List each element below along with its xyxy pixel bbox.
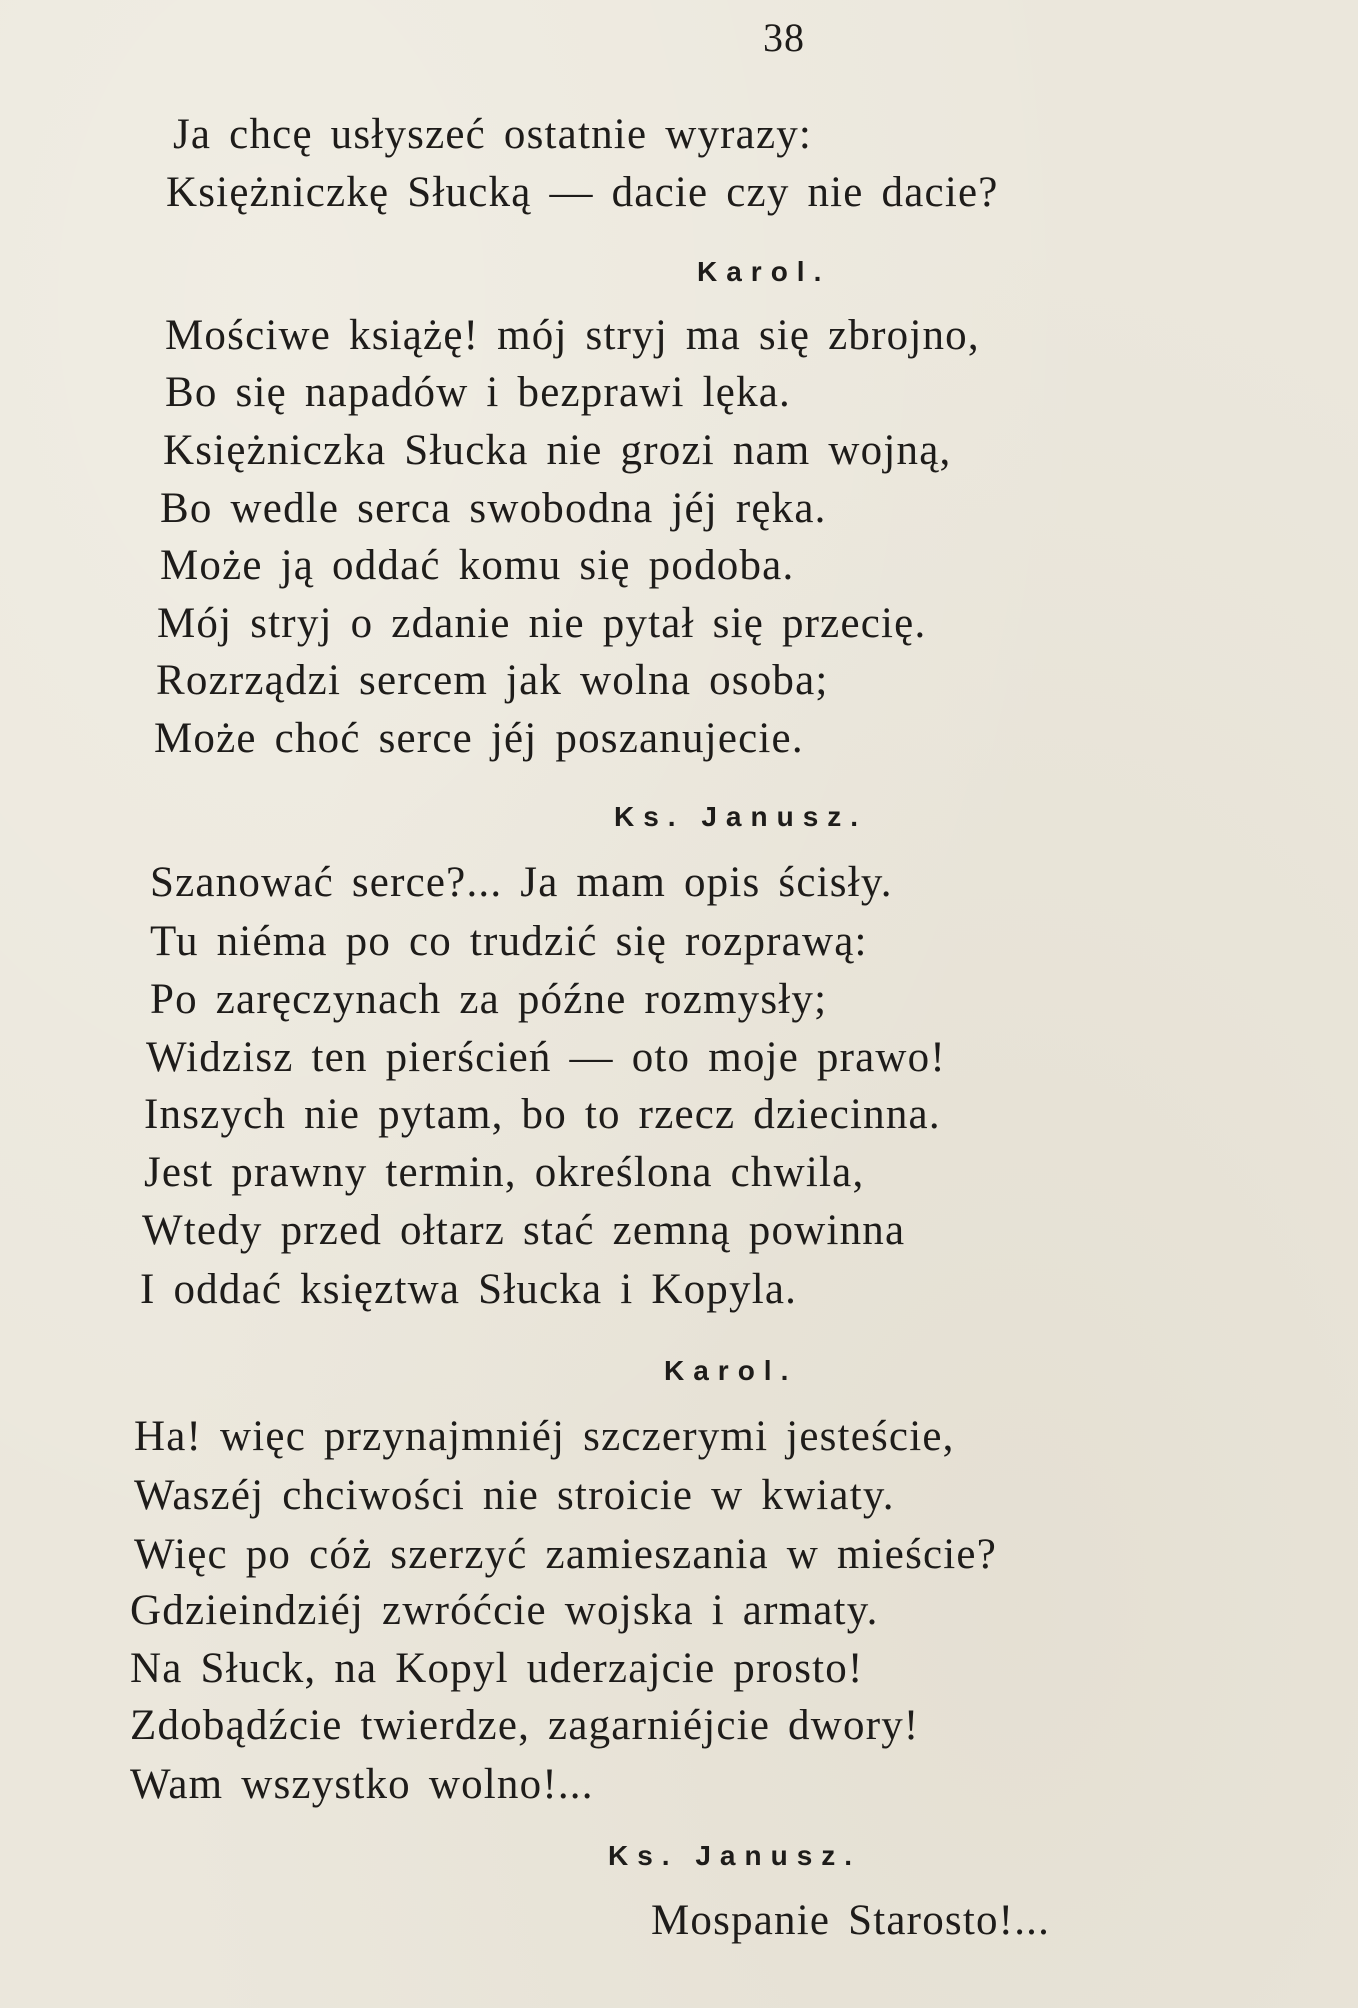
verse-line: Bo wedle serca swobodna jéj ręka. (160, 485, 827, 532)
verse-line: Jest prawny termin, określona chwila, (144, 1149, 865, 1196)
verse-line: Inszych nie pytam, bo to rzecz dziecinna. (144, 1091, 941, 1138)
verse-line: I oddać księztwa Słucka i Kopyla. (140, 1266, 798, 1313)
verse-line: Mój stryj o zdanie nie pytał się przecię. (157, 600, 927, 647)
verse-line: Gdzieindziéj zwróćcie wojska i armaty. (130, 1587, 879, 1634)
verse-line: Wtedy przed ołtarz stać zemną powinna (142, 1207, 906, 1254)
verse-line: Wam wszystko wolno!... (130, 1761, 594, 1808)
speaker-name: Ks. Janusz. (608, 1840, 862, 1871)
verse-line: Tu niéma po co trudzić się rozprawą: (150, 918, 868, 965)
verse-line: Mościwe książę! mój stryj ma się zbrojno, (165, 312, 980, 359)
verse-line: Na Słuck, na Kopyl uderzajcie prosto! (130, 1645, 864, 1692)
speaker-name: Karol. (664, 1355, 798, 1386)
verse-line: Waszéj chciwości nie stroicie w kwiaty. (134, 1472, 895, 1519)
verse-line: Ha! więc przynajmniéj szczerymi jesteście, (134, 1413, 955, 1460)
verse-line: Może choć serce jéj poszanujecie. (154, 715, 804, 762)
verse-line: Widzisz ten pierścień — oto moje prawo! (146, 1034, 946, 1081)
verse-line: Księżniczkę Słucką — dacie czy nie dacie? (166, 169, 999, 216)
verse-line: Więc po cóż szerzyć zamieszania w mieście? (134, 1531, 998, 1578)
page-number: 38 (763, 15, 805, 60)
verse-line: Może ją oddać komu się podoba. (160, 542, 795, 589)
verse-line: Ja chcę usłyszeć ostatnie wyrazy: (173, 111, 813, 158)
verse-line: Po zaręczynach za późne rozmysły; (150, 976, 828, 1023)
speaker-name: Ks. Janusz. (614, 801, 868, 832)
verse-line: Księżniczka Słucka nie grozi nam wojną, (163, 427, 952, 474)
verse-line: Mospanie Starosto!... (651, 1897, 1051, 1944)
verse-line: Zdobądźcie twierdze, zagarniéjcie dwory! (130, 1702, 920, 1749)
speaker-name: Karol. (697, 256, 831, 287)
verse-line: Szanować serce?... Ja mam opis ścisły. (150, 859, 893, 906)
verse-line: Rozrządzi sercem jak wolna osoba; (156, 657, 829, 704)
verse-line: Bo się napadów i bezprawi lęka. (165, 369, 792, 416)
